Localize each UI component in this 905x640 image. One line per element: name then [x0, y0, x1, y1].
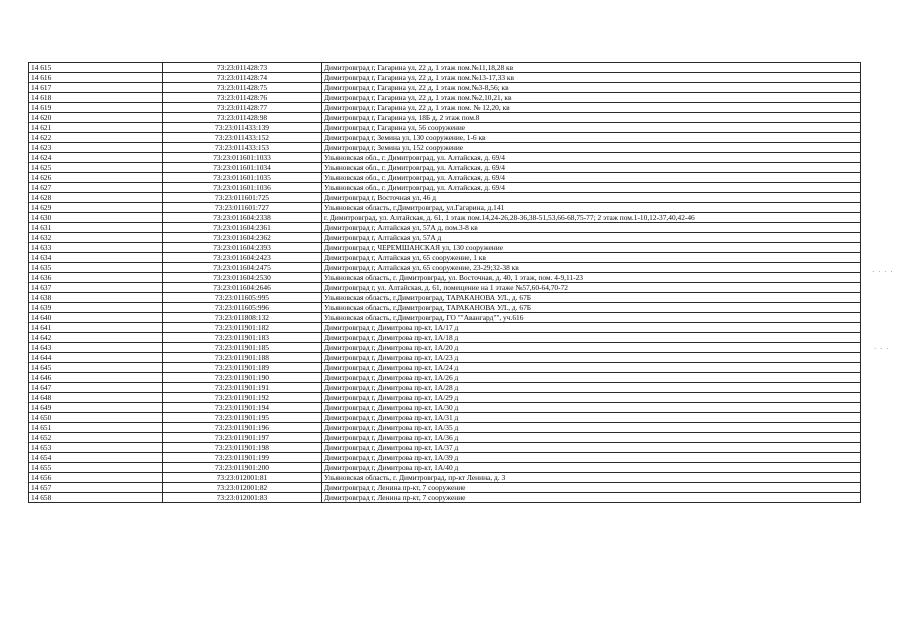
cadastral-number-cell: 73:23:011604:2475	[163, 263, 322, 273]
address-cell: Димитровград г, Димитрова пр-кт, 1А/37 д	[322, 443, 861, 453]
margin-mark-lower: · · ·	[874, 345, 890, 353]
address-cell: Димитровград г, Димитрова пр-кт, 1А/36 д	[322, 433, 861, 443]
row-number-cell: 14 621	[29, 123, 163, 133]
address-cell: Димитровград г, Гагарина ул, 22 д, 1 этаж пом.№11,18,28 кв	[322, 63, 861, 73]
cadastral-number-cell: 73:23:011901:190	[163, 373, 322, 383]
table-row	[29, 173, 861, 183]
table-row	[29, 193, 861, 203]
table-row	[29, 383, 861, 393]
row-number-cell: 14 630	[29, 213, 163, 223]
row-number-cell: 14 632	[29, 233, 163, 243]
table-row	[29, 323, 861, 333]
table-row	[29, 103, 861, 113]
address-cell: Димитровград г, Ленина пр-кт, 7 сооружение	[322, 493, 861, 503]
table-row	[29, 83, 861, 93]
cadastral-number-cell: 73:23:011433:153	[163, 143, 322, 153]
address-cell: Димитровград г, Димитрова пр-кт, 1А/17 д	[322, 323, 861, 333]
margin-mark-upper: · · · ·	[872, 268, 894, 276]
row-number-cell: 14 638	[29, 293, 163, 303]
table-row	[29, 483, 861, 493]
row-number-cell: 14 654	[29, 453, 163, 463]
row-number-cell: 14 622	[29, 133, 163, 143]
table-row	[29, 233, 861, 243]
address-cell: Димитровград г, Димитрова пр-кт, 1А/24 д	[322, 363, 861, 373]
address-cell: Димитровград г, Димитрова пр-кт, 1А/28 д	[322, 383, 861, 393]
address-cell: Димитровград г, Димитрова пр-кт, 1А/26 д	[322, 373, 861, 383]
table-row	[29, 73, 861, 83]
address-cell: Димитровград г, Гагарина ул, 22 д, 1 этаж пом.№3-8,56; кв	[322, 83, 861, 93]
row-number-cell: 14 633	[29, 243, 163, 253]
address-cell: Димитровград г, Димитрова пр-кт, 1А/35 д	[322, 423, 861, 433]
row-number-cell: 14 626	[29, 173, 163, 183]
cadastral-number-cell: 73:23:011901:200	[163, 463, 322, 473]
cadastral-number-cell: 73:23:011604:2646	[163, 283, 322, 293]
row-number-cell: 14 646	[29, 373, 163, 383]
row-number-cell: 14 618	[29, 93, 163, 103]
cadastral-number-cell: 73:23:012001:83	[163, 493, 322, 503]
table-row	[29, 243, 861, 253]
cadastral-number-cell: 73:23:011601:727	[163, 203, 322, 213]
row-number-cell: 14 615	[29, 63, 163, 73]
cadastral-number-cell: 73:23:011433:139	[163, 123, 322, 133]
table-row	[29, 493, 861, 503]
table-row	[29, 433, 861, 443]
address-cell: Ульяновская область, г.Димитровград, ГО ""Авангард"", уч.616	[322, 313, 861, 323]
table-row	[29, 203, 861, 213]
row-number-cell: 14 649	[29, 403, 163, 413]
table-row	[29, 423, 861, 433]
address-cell: Димитровград г, Димитрова пр-кт, 1А/30 д	[322, 403, 861, 413]
cadastral-number-cell: 73:23:011428:76	[163, 93, 322, 103]
row-number-cell: 14 620	[29, 113, 163, 123]
address-cell: Димитровград г, Гагарина ул, 22 д, 1 этаж пом. № 12,20, кв	[322, 103, 861, 113]
table-row	[29, 283, 861, 293]
address-cell: Димитровград г, Димитрова пр-кт, 1А/40 д	[322, 463, 861, 473]
cadastral-number-cell: 73:23:011901:195	[163, 413, 322, 423]
row-number-cell: 14 628	[29, 193, 163, 203]
cadastral-number-cell: 73:23:011428:98	[163, 113, 322, 123]
address-cell: Ульяновская обл., г. Димитровград, ул. Алтайская, д. 69/4	[322, 173, 861, 183]
row-number-cell: 14 645	[29, 363, 163, 373]
table-row	[29, 293, 861, 303]
registry-table-body	[29, 63, 861, 503]
address-cell: Ульяновская область, г.Димитровград, ТАРАКАНОВА УЛ., д. 67Б	[322, 303, 861, 313]
address-cell: Димитровград г, Земина ул, 130 сооружение, 1-6 кв	[322, 133, 861, 143]
table-row	[29, 163, 861, 173]
row-number-cell: 14 625	[29, 163, 163, 173]
address-cell: Димитровград г, Гагарина ул, 22 д, 1 этаж пом.№13-17,33 кв	[322, 73, 861, 83]
cadastral-number-cell: 73:23:011901:194	[163, 403, 322, 413]
row-number-cell: 14 656	[29, 473, 163, 483]
table-row	[29, 153, 861, 163]
cadastral-number-cell: 73:23:011901:197	[163, 433, 322, 443]
row-number-cell: 14 629	[29, 203, 163, 213]
table-row	[29, 353, 861, 363]
table-row	[29, 113, 861, 123]
cadastral-number-cell: 73:23:011604:2361	[163, 223, 322, 233]
table-row	[29, 313, 861, 323]
row-number-cell: 14 640	[29, 313, 163, 323]
cadastral-number-cell: 73:23:011601:725	[163, 193, 322, 203]
cadastral-number-cell: 73:23:011901:191	[163, 383, 322, 393]
cadastral-number-cell: 73:23:011428:74	[163, 73, 322, 83]
row-number-cell: 14 616	[29, 73, 163, 83]
row-number-cell: 14 637	[29, 283, 163, 293]
address-cell: Ульяновская обл., г. Димитровград, ул. Алтайская, д. 69/4	[322, 153, 861, 163]
row-number-cell: 14 642	[29, 333, 163, 343]
cadastral-number-cell: 73:23:011605:995	[163, 293, 322, 303]
address-cell: Ульяновская обл., г. Димитровград, ул. Алтайская, д. 69/4	[322, 183, 861, 193]
table-row	[29, 453, 861, 463]
table-row	[29, 253, 861, 263]
document-sheet	[28, 62, 860, 503]
cadastral-number-cell: 73:23:011901:183	[163, 333, 322, 343]
address-cell: Димитровград г, Гагарина ул, 56 сооружение	[322, 123, 861, 133]
table-row	[29, 273, 861, 283]
address-cell: Ульяновская область, г.Димитровград, ТАРАКАНОВА УЛ., д. 67Б	[322, 293, 861, 303]
table-row	[29, 123, 861, 133]
address-cell: Ульяновская область, г. Димитровград, ул. Восточная, д. 40, 1 этаж, пом. 4-9,11-23	[322, 273, 861, 283]
row-number-cell: 14 631	[29, 223, 163, 233]
row-number-cell: 14 643	[29, 343, 163, 353]
cadastral-number-cell: 73:23:011901:188	[163, 353, 322, 363]
property-registry-table	[28, 62, 861, 503]
cadastral-number-cell: 73:23:011428:73	[163, 63, 322, 73]
cadastral-number-cell: 73:23:011604:2338	[163, 213, 322, 223]
address-cell: Димитровград г, Димитрова пр-кт, 1А/20 д	[322, 343, 861, 353]
cadastral-number-cell: 73:23:011604:2362	[163, 233, 322, 243]
address-cell: г. Димитровград, ул. Алтайская, д. 61, 1 этаж пом.14,24-26,28-36,38-51,53,66-68,75-77; 2 этаж пом.1-10,12-37,40,42-46	[322, 213, 861, 223]
cadastral-number-cell: 73:23:011428:77	[163, 103, 322, 113]
cadastral-number-cell: 73:23:011901:198	[163, 443, 322, 453]
table-row	[29, 183, 861, 193]
table-row	[29, 463, 861, 473]
row-number-cell: 14 639	[29, 303, 163, 313]
cadastral-number-cell: 73:23:011901:189	[163, 363, 322, 373]
address-cell: Димитровград г, Земина ул, 152 сооружение	[322, 143, 861, 153]
address-cell: Димитровград г, Гагарина ул, 22 д, 1 этаж пом.№2,10,21, кв	[322, 93, 861, 103]
address-cell: Ульяновская область, г. Димитровград, пр-кт Ленина, д. 3	[322, 473, 861, 483]
table-row	[29, 393, 861, 403]
address-cell: Димитровград г, Димитрова пр-кт, 1А/31 д	[322, 413, 861, 423]
row-number-cell: 14 624	[29, 153, 163, 163]
table-row	[29, 363, 861, 373]
address-cell: Димитровград г, ЧЕРЕМШАНСКАЯ ул, 130 сооружение	[322, 243, 861, 253]
table-row	[29, 133, 861, 143]
table-row	[29, 343, 861, 353]
address-cell: Димитровград г, Гагарина ул, 18Б д, 2 этаж пом.8	[322, 113, 861, 123]
address-cell: Димитровград г, Алтайская ул, 57А д	[322, 233, 861, 243]
row-number-cell: 14 650	[29, 413, 163, 423]
address-cell: Ульяновская область, г.Димитровград, ул.Гагарина, д.141	[322, 203, 861, 213]
table-row	[29, 213, 861, 223]
cadastral-number-cell: 73:23:011901:199	[163, 453, 322, 463]
row-number-cell: 14 658	[29, 493, 163, 503]
table-row	[29, 223, 861, 233]
row-number-cell: 14 644	[29, 353, 163, 363]
cadastral-number-cell: 73:23:011901:192	[163, 393, 322, 403]
table-row	[29, 413, 861, 423]
cadastral-number-cell: 73:23:011901:196	[163, 423, 322, 433]
row-number-cell: 14 655	[29, 463, 163, 473]
address-cell: Димитровград г, Димитрова пр-кт, 1А/29 д	[322, 393, 861, 403]
row-number-cell: 14 653	[29, 443, 163, 453]
address-cell: Димитровград г, Димитрова пр-кт, 1А/23 д	[322, 353, 861, 363]
cadastral-number-cell: 73:23:011601:1034	[163, 163, 322, 173]
cadastral-number-cell: 73:23:011808:132	[163, 313, 322, 323]
row-number-cell: 14 619	[29, 103, 163, 113]
table-row	[29, 443, 861, 453]
table-row	[29, 373, 861, 383]
row-number-cell: 14 627	[29, 183, 163, 193]
cadastral-number-cell: 73:23:011601:1035	[163, 173, 322, 183]
row-number-cell: 14 648	[29, 393, 163, 403]
address-cell: Димитровград г, Димитрова пр-кт, 1А/39 д	[322, 453, 861, 463]
table-row	[29, 143, 861, 153]
row-number-cell: 14 641	[29, 323, 163, 333]
row-number-cell: 14 652	[29, 433, 163, 443]
cadastral-number-cell: 73:23:011601:1036	[163, 183, 322, 193]
cadastral-number-cell: 73:23:011901:185	[163, 343, 322, 353]
address-cell: Димитровград г, Алтайская ул, 65 сооружение, 23-29;32-38 кв	[322, 263, 861, 273]
cadastral-number-cell: 73:23:011433:152	[163, 133, 322, 143]
cadastral-number-cell: 73:23:011604:2393	[163, 243, 322, 253]
table-row	[29, 403, 861, 413]
row-number-cell: 14 651	[29, 423, 163, 433]
row-number-cell: 14 647	[29, 383, 163, 393]
cadastral-number-cell: 73:23:011601:1033	[163, 153, 322, 163]
address-cell: Димитровград г, Алтайская ул, 65 сооружение, 1 кв	[322, 253, 861, 263]
row-number-cell: 14 623	[29, 143, 163, 153]
address-cell: Димитровград г, Восточная ул, 46 д	[322, 193, 861, 203]
row-number-cell: 14 657	[29, 483, 163, 493]
row-number-cell: 14 617	[29, 83, 163, 93]
cadastral-number-cell: 73:23:011901:182	[163, 323, 322, 333]
address-cell: Димитровград г, Ленина пр-кт, 7 сооружение	[322, 483, 861, 493]
row-number-cell: 14 636	[29, 273, 163, 283]
row-number-cell: 14 635	[29, 263, 163, 273]
cadastral-number-cell: 73:23:011604:2530	[163, 273, 322, 283]
cadastral-number-cell: 73:23:012001:81	[163, 473, 322, 483]
cadastral-number-cell: 73:23:011428:75	[163, 83, 322, 93]
table-row	[29, 93, 861, 103]
table-row	[29, 303, 861, 313]
table-row	[29, 263, 861, 273]
address-cell: Димитровград г, Алтайская ул, 57А д, пом.3-8 кв	[322, 223, 861, 233]
cadastral-number-cell: 73:23:011605:996	[163, 303, 322, 313]
row-number-cell: 14 634	[29, 253, 163, 263]
cadastral-number-cell: 73:23:012001:82	[163, 483, 322, 493]
address-cell: Димитровград г, ул. Алтайская, д. 61, помещение на 1 этаже №57,60-64,70-72	[322, 283, 861, 293]
address-cell: Димитровград г, Димитрова пр-кт, 1А/18 д	[322, 333, 861, 343]
table-row	[29, 63, 861, 73]
table-row	[29, 333, 861, 343]
cadastral-number-cell: 73:23:011604:2423	[163, 253, 322, 263]
table-row	[29, 473, 861, 483]
address-cell: Ульяновская обл., г. Димитровград, ул. Алтайская, д. 69/4	[322, 163, 861, 173]
